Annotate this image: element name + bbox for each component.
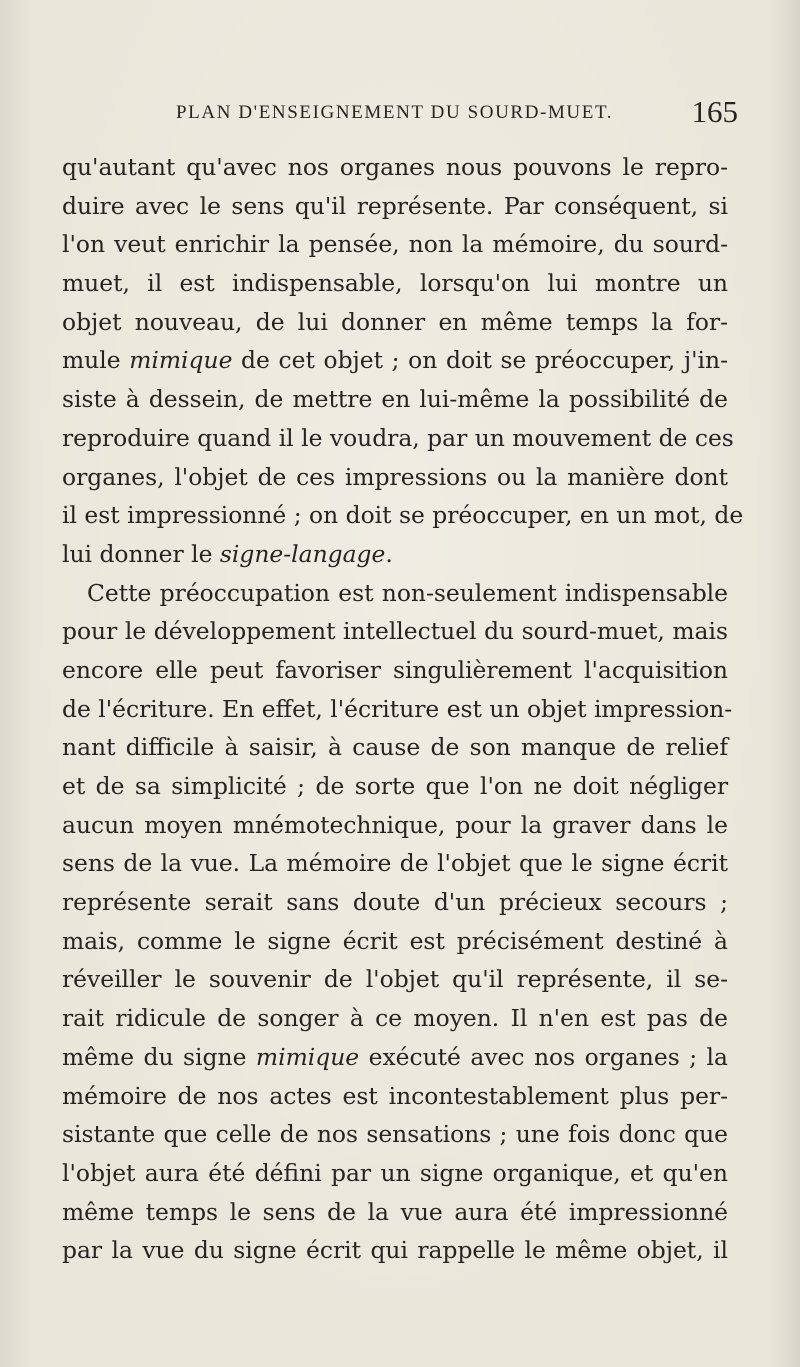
- page-number: 165: [691, 94, 738, 129]
- text-line: par la vue du signe écrit qui rappelle le même objet, il: [62, 1236, 728, 1265]
- text-line: mémoire de nos actes est incontestablement plus per-: [62, 1081, 728, 1110]
- text-line: aucun moyen mnémotechnique, pour la graver dans le: [62, 810, 728, 839]
- body-text: [62, 148, 744, 1270]
- paragraph-2: [62, 574, 733, 1270]
- text-line: nant difficile à saisir, à cause de son manque de relief: [62, 733, 728, 762]
- text-line: encore elle peut favoriser singulièrement l'acquisition: [62, 655, 728, 684]
- italic-term: mimique: [255, 1042, 360, 1071]
- text-line: pour le développement intellectuel du sourd-muet, mais: [62, 617, 728, 646]
- text-line: et de sa simplicité ; de sorte que l'on ne doit négliger: [62, 772, 728, 800]
- text-segment: lui donner le: [62, 539, 220, 568]
- italic-term: signe-langage: [219, 539, 386, 568]
- text-line: sistante que celle de nos sensations ; une fois donc que: [62, 1120, 728, 1149]
- text-segment: .: [385, 539, 393, 568]
- text-line: objet nouveau, de lui donner en même temps la for-: [62, 307, 728, 336]
- text-line: rait ridicule de songer à ce moyen. Il n'en est pas de: [62, 1004, 728, 1033]
- running-head-title: PLAN D'ENSEIGNEMENT DU SOURD-MUET.: [176, 102, 614, 123]
- text-line: duire avec le sens qu'il représente. Par conséquent, si: [62, 191, 728, 220]
- text-line: de l'écriture. En effet, l'écriture est un objet impression-: [62, 694, 733, 723]
- text-line: [62, 1038, 728, 1077]
- text-line: représente serait sans doute d'un précieux secours ;: [62, 888, 728, 917]
- text-line: Cette préoccupation est non-seulement indispensable: [87, 578, 728, 607]
- text-line: organes, l'objet de ces impressions ou la manière dont: [62, 462, 728, 491]
- text-line: réveiller le souvenir de l'objet qu'il représente, il se-: [62, 965, 728, 994]
- text-line: l'on veut enrichir la pensée, non la mémoire, du sourd-: [62, 230, 728, 259]
- text-line: [62, 535, 728, 574]
- text-segment: même du signe: [62, 1042, 256, 1071]
- text-line: mais, comme le signe écrit est précisément destiné à: [62, 926, 728, 955]
- text-line: reproduire quand il le voudra, par un mouvement de ces: [62, 423, 734, 452]
- text-line: qu'autant qu'avec nos organes nous pouvons le repro-: [62, 153, 728, 181]
- text-line: muet, il est indispensable, lorsqu'on lui montre un: [62, 269, 728, 298]
- text-line: il est impressionné ; on doit se préoccuper, en un mot, de: [62, 501, 744, 530]
- italic-term: mimique: [129, 346, 233, 375]
- text-segment: exécuté avec nos organes ; la: [359, 1042, 728, 1071]
- text-segment: mule: [62, 346, 130, 375]
- text-line: même temps le sens de la vue aura été impressionné: [62, 1197, 728, 1226]
- text-line: siste à dessein, de mettre en lui-même la possibilité de: [62, 385, 728, 414]
- text-line: sens de la vue. La mémoire de l'objet que le signe écrit: [62, 849, 728, 878]
- paragraph-1: [62, 148, 744, 574]
- text-line: [62, 341, 728, 380]
- text-line: l'objet aura été défini par un signe organique, et qu'en: [62, 1158, 728, 1187]
- running-head: [60, 94, 740, 134]
- text-segment: de cet objet ; on doit se préoccuper, j'in-: [232, 346, 728, 375]
